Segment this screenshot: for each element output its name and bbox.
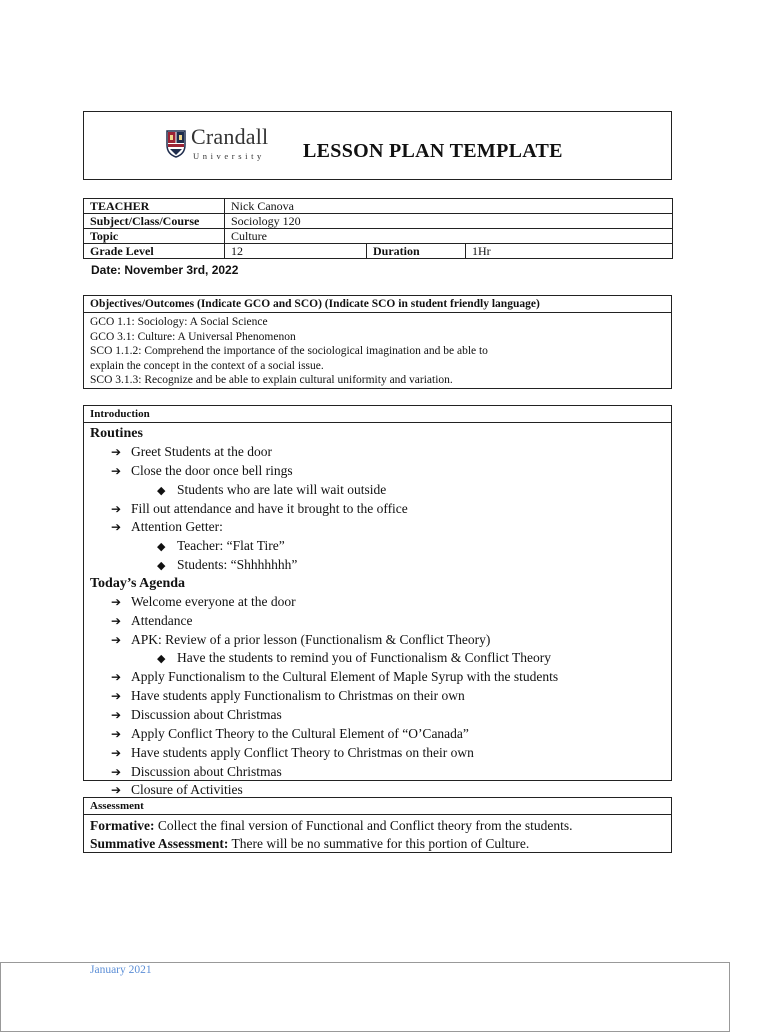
topic-value: Culture [225, 229, 673, 244]
arrow-bullet-icon: ➔ [111, 783, 122, 798]
assessment-heading: Assessment [84, 798, 671, 815]
grade-row [84, 244, 673, 259]
objective-line: explain the concept in the context of a social issue. [90, 359, 324, 372]
topic-label: Topic [84, 229, 225, 244]
arrow-bullet-icon: ➔ [111, 445, 122, 459]
objectives-heading: Objectives/Outcomes (Indicate GCO and SCO) (Indicate SCO in student friendly language) [84, 296, 671, 313]
formative-text: Collect the final version of Functional and Conflict theory from the students. [154, 818, 573, 833]
arrow-bullet-icon: ➔ [111, 764, 122, 779]
logo-subtitle: University [193, 151, 265, 161]
objective-line: SCO 3.1.3: Recognize and be able to explain cultural uniformity and variation. [90, 374, 453, 386]
page-footer [0, 962, 730, 1032]
objective-line: GCO 1.1: Sociology: A Social Science [90, 316, 268, 328]
list-item: ➔ Attendance [90, 612, 665, 631]
grade-label: Grade Level [84, 244, 225, 259]
assessment-section [83, 797, 672, 853]
diamond-bullet-icon: ◆ [157, 540, 166, 554]
subject-row [84, 214, 673, 229]
arrow-bullet-icon: ➔ [111, 501, 122, 516]
arrow-bullet-icon: ➔ [111, 670, 122, 685]
objectives-body [84, 313, 671, 388]
formative-line [90, 817, 665, 835]
list-item: ➔ Discussion about Christmas [90, 706, 665, 725]
arrow-bullet-icon: ➔ [111, 520, 122, 535]
list-item: ➔ Close the door once bell rings [90, 462, 665, 481]
diamond-bullet-icon: ◆ [157, 652, 166, 666]
introduction-heading: Introduction [84, 406, 671, 423]
introduction-section [83, 405, 672, 798]
arrow-bullet-icon: ➔ [111, 613, 122, 628]
list-item: ➔ Attention Getter: [90, 518, 665, 537]
objective-line: GCO 3.1: Culture: A Universal Phenomenon [90, 330, 296, 343]
teacher-label: TEACHER [84, 199, 225, 214]
summative-text: There will be no summative for this portion of Culture. [228, 836, 530, 851]
header-box [83, 111, 672, 180]
subject-label: Subject/Class/Course [84, 214, 225, 229]
formative-label: Formative: [90, 818, 155, 833]
assessment-body [84, 815, 671, 853]
list-item: ➔ Have students apply Conflict Theory to Christmas on their own [90, 744, 665, 763]
document-title: LESSON PLAN TEMPLATE [303, 140, 563, 162]
list-item: ➔ Have students apply Functionalism to Christmas on their own [90, 687, 665, 706]
summative-label: Summative Assessment: [90, 836, 229, 851]
introduction-body [84, 423, 671, 800]
list-subitem: ◆ Have the students to remind you of Functionalism & Conflict Theory [90, 649, 665, 668]
duration-label: Duration [367, 244, 466, 259]
routines-heading: Routines [90, 426, 143, 441]
list-item: ➔ Discussion about Christmas [90, 763, 665, 782]
logo-name: Crandall [191, 124, 269, 149]
list-item: ➔ Greet Students at the door [90, 443, 665, 462]
list-item: ➔ Closure of Activities [90, 781, 665, 800]
list-item: ➔ Apply Conflict Theory to the Cultural Element of “O’Canada” [90, 725, 665, 744]
arrow-bullet-icon: ➔ [111, 463, 122, 478]
arrow-bullet-icon: ➔ [111, 745, 122, 760]
teacher-row [84, 199, 673, 214]
teacher-value: Nick Canova [225, 199, 673, 214]
objectives-section [83, 295, 672, 389]
diamond-bullet-icon: ◆ [157, 483, 166, 497]
topic-row [84, 229, 673, 244]
arrow-bullet-icon: ➔ [111, 707, 122, 722]
summative-line [90, 835, 665, 853]
arrow-bullet-icon: ➔ [111, 632, 122, 647]
list-item: ➔ APK: Review of a prior lesson (Functionalism & Conflict Theory) [90, 631, 665, 650]
grade-value: 12 [225, 244, 367, 259]
info-table [83, 198, 673, 259]
subject-value: Sociology 120 [225, 214, 673, 229]
list-item: ➔ Fill out attendance and have it brought to the office [90, 500, 665, 519]
list-subitem: ◆ Teacher: “Flat Tire” [90, 537, 665, 556]
arrow-bullet-icon: ➔ [111, 594, 122, 609]
agenda-heading: Today’s Agenda [90, 575, 186, 591]
arrow-bullet-icon: ➔ [111, 726, 122, 741]
diamond-bullet-icon: ◆ [157, 559, 166, 573]
list-subitem: ◆ Students: “Shhhhhhh” [90, 556, 665, 575]
shield-icon [166, 130, 186, 158]
list-subitem: ◆ Students who are late will wait outside [90, 481, 665, 500]
footer-date: January 2021 [90, 964, 152, 976]
arrow-bullet-icon: ➔ [111, 689, 122, 704]
list-item: ➔ Apply Functionalism to the Cultural Element of Maple Syrup with the students [90, 668, 665, 687]
objective-line: SCO 1.1.2: Comprehend the importance of the sociological imagination and be able to [90, 345, 488, 357]
lesson-date: Date: November 3rd, 2022 [91, 263, 239, 277]
list-item: ➔ Welcome everyone at the door [90, 593, 665, 612]
duration-value: 1Hr [466, 244, 673, 259]
